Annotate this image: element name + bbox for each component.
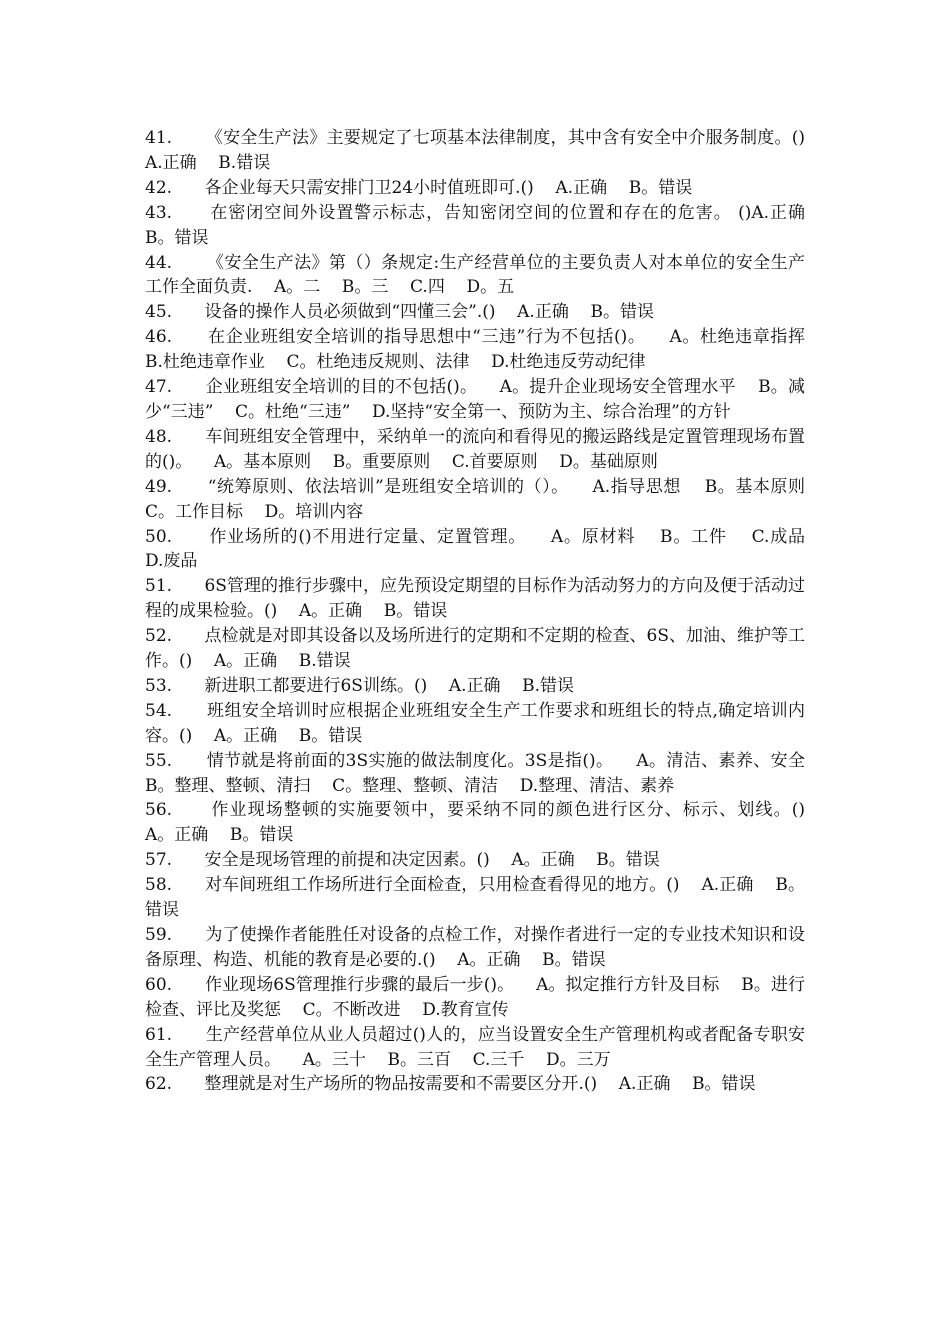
question-42 (145, 176, 805, 201)
question-text: 情节就是将前面的3S实施的做法制度化。3S是指()。 A。清洁、素养、安全 B。整理、整顿、清扫 C。整理、整顿、清洁 D.整理、清洁、素养 (145, 750, 827, 796)
question-51 (145, 574, 805, 624)
question-text: 新进职工都要进行6S训练。() A.正确 B.错误 (204, 675, 575, 696)
question-number: 43. (145, 202, 173, 223)
question-text: 《安全生产法》第（）条规定:生产经营单位的主要负责人对本单位的安全生产工作全面负责. A。二 B。三 C.四 D。五 (145, 252, 805, 298)
question-47 (145, 375, 805, 425)
question-number: 51. (145, 576, 173, 597)
question-number: 48. (145, 426, 173, 447)
question-number: 61. (145, 1024, 173, 1045)
question-text: 为了使操作者能胜任对设备的点检工作，对操作者进行一定的专业技术知识和设备原理、构造、机能的教育是必要的.() A。正确 B。错误 (145, 925, 805, 970)
question-56 (145, 798, 827, 848)
question-48 (145, 425, 805, 475)
question-number: 42. (145, 177, 173, 198)
question-number: 56. (145, 800, 173, 821)
question-number: 45. (145, 302, 173, 323)
question-number: 49. (145, 476, 173, 497)
question-44 (145, 251, 805, 301)
question-53 (145, 674, 805, 699)
question-62 (145, 1072, 805, 1097)
question-number: 54. (145, 700, 173, 721)
question-text: 在企业班组安全培训的指导思想中“三违”行为不包括()。 A。杜绝违章指挥 B.杜绝违章作业 C。杜绝违反规则、法律 D.杜绝违反劳动纪律 (145, 327, 827, 373)
question-text: 6S管理的推行步骤中，应先预设定期望的目标作为活动努力的方向及便于活动过程的成果检验。() A。正确 B。错误 (145, 576, 805, 622)
question-number: 52. (145, 626, 173, 647)
question-text: 车间班组安全管理中，采纳单一的流向和看得见的搬运路线是定置管理现场布置的()。 A。基本原则 B。重要原则 C.首要原则 D。基础原则 (145, 426, 805, 472)
question-number: 41. (145, 128, 173, 148)
question-text: 企业班组安全培训的目的不包括()。 A。提升企业现场安全管理水平 B。减少“三违” C。杜绝“三违” D.坚持“安全第一、预防为主、综合治理”的方针 (145, 377, 805, 422)
question-number: 55. (145, 750, 173, 771)
question-text: 整理就是对生产场所的物品按需要和不需要区分开.() A.正确 B。错误 (204, 1074, 756, 1095)
question-60 (145, 973, 805, 1023)
question-54 (145, 699, 805, 749)
question-41 (145, 126, 827, 176)
question-text: 作业现场6S管理推行步骤的最后一步()。 A。拟定推行方针及目标 B。进行检查、评比及奖惩 C。不断改进 D.教育宣传 (145, 974, 805, 1020)
question-text: 作业现场整顿的实施要领中，要采纳不同的颜色进行区分、标示、划线。() A。正确 B。错误 (145, 800, 827, 846)
question-46 (145, 325, 827, 375)
question-text: 《安全生产法》主要规定了七项基本法律制度，其中含有安全中介服务制度。() A.正确 B.错误 (145, 128, 827, 173)
question-number: 53. (145, 675, 173, 696)
question-45 (145, 300, 805, 325)
question-number: 50. (145, 526, 173, 547)
question-text: “统筹原则、依法培训”是班组安全培训的（）。 A.指导思想 B。基本原则 C。工作目标 D。培训内容 (145, 476, 827, 522)
question-text: 点检就是对即其设备以及场所进行的定期和不定期的检查、6S、加油、维护等工作。() A。正确 B.错误 (145, 626, 805, 672)
question-49 (145, 475, 827, 525)
question-text: 设备的操作人员必须做到“四懂三会”.() A.正确 B。错误 (204, 302, 654, 323)
question-59 (145, 923, 805, 973)
question-number: 60. (145, 974, 173, 995)
question-number: 59. (145, 925, 173, 945)
question-57 (145, 848, 805, 873)
question-number: 46. (145, 327, 173, 348)
question-list (145, 126, 827, 1097)
question-number: 58. (145, 875, 173, 896)
question-number: 44. (145, 252, 173, 273)
question-text: 生产经营单位从业人员超过()人的，应当设置安全生产管理机构或者配备专职安全生产管理人员。 A。三十 B。三百 C.三千 D。三万 (145, 1024, 805, 1070)
question-52 (145, 624, 805, 674)
question-50 (145, 525, 827, 575)
question-text: 各企业每天只需安排门卫24小时值班即可.() A.正确 B。错误 (204, 177, 693, 198)
question-text: 安全是现场管理的前提和决定因素。() A。正确 B。错误 (204, 850, 660, 871)
question-text: 在密闭空间外设置警示标志，告知密闭空间的位置和存在的危害。 ()A.正确 B。错误 (145, 202, 827, 248)
question-43 (145, 201, 827, 251)
question-61 (145, 1023, 805, 1073)
question-55 (145, 749, 827, 799)
question-text: 班组安全培训时应根据企业班组安全生产工作要求和班组长的特点,确定培训内容。() A。正确 B。错误 (145, 700, 805, 746)
question-text: 作业场所的()不用进行定量、定置管理。 A。原材料 B。工件 C.成品 D.废品 (145, 526, 827, 572)
question-number: 47. (145, 377, 173, 398)
question-text: 对车间班组工作场所进行全面检查，只用检查看得见的地方。() A.正确 B。错误 (145, 875, 805, 921)
question-number: 62. (145, 1074, 173, 1095)
question-58 (145, 873, 805, 923)
question-number: 57. (145, 850, 173, 871)
